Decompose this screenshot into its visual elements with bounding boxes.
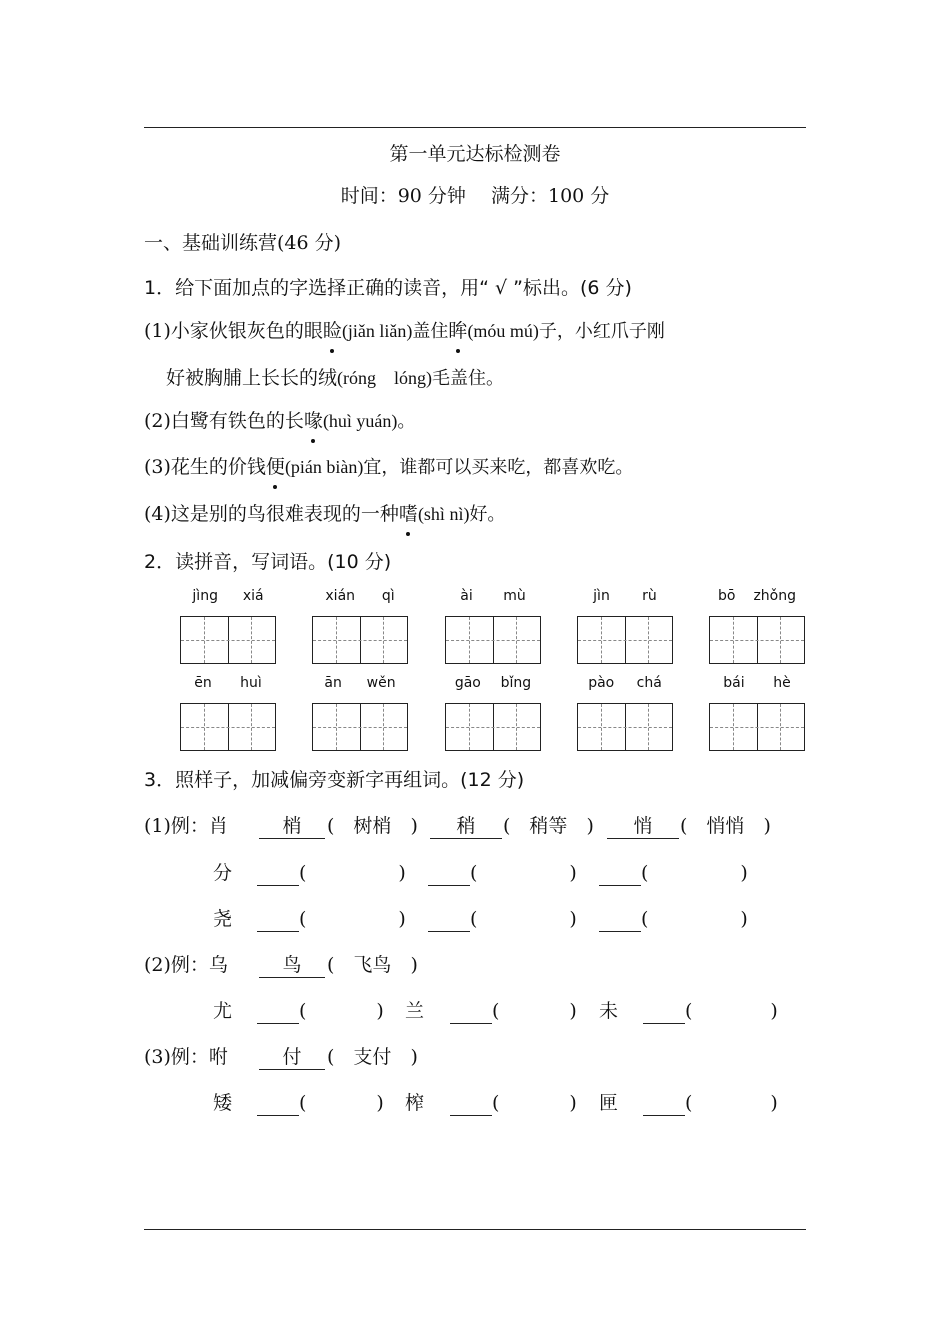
pinyin-syllable: xiá (242, 588, 264, 604)
bottom-rule (144, 1229, 806, 1230)
q3-ex1-paren-3: ( 悄悄 ) (680, 815, 771, 837)
pinyin-syllable: mù (503, 588, 526, 604)
pinyin-syllable: xián (325, 588, 356, 604)
q3-row-fen-char: 分 (213, 862, 233, 884)
q3-row3-char-2: 兰 (405, 1000, 425, 1022)
pinyin-label (709, 588, 805, 604)
pinyin-label (445, 675, 541, 691)
question-1-heading: 1．给下面加点的字选择正确的读音，用“ √ ”标出。(6 分) (144, 277, 632, 299)
pinyin-syllable: hè (773, 675, 791, 691)
q3-ex1-answer-1: 梢 (259, 814, 325, 839)
pinyin-syllable: huì (240, 675, 262, 691)
pinyin-syllable: bǐng (500, 675, 532, 691)
q3-row3-blank-3[interactable]: ( ) (643, 999, 778, 1024)
top-rule (144, 127, 806, 128)
q3-ex3-answer: 付 (259, 1045, 325, 1070)
pinyin-syllable: ēn (194, 675, 212, 691)
q3-row3-blank-1[interactable]: ( ) (257, 999, 384, 1024)
pinyin-syllable: ài (460, 588, 473, 604)
q3-ex2-paren: ( 飞鸟 ) (327, 954, 418, 976)
q3-ex1-label: (1)例：肖 (144, 815, 228, 837)
q1-item-4: (4)这是别的鸟很难表现的一种嗜(shì nì)好。 (144, 503, 506, 525)
q3-row3-char-3: 未 (599, 1000, 619, 1022)
pinyin-label (180, 588, 276, 604)
q3-row4-blank-1[interactable]: ( ) (257, 1091, 384, 1116)
exam-meta: 时间：90 分钟 满分：100 分 (340, 185, 610, 207)
q3-row-fen-blanks-3[interactable]: ( ) (599, 861, 748, 886)
pinyin-syllable: jìn (593, 588, 610, 604)
q1-item-1: (1)小家伙银灰色的眼睑(jiǎn liǎn)盖住眸(móu mú)子，小红爪子刚 (144, 320, 665, 342)
pinyin-label (577, 588, 673, 604)
writing-box[interactable] (577, 703, 673, 751)
q3-ex3-label: (3)例：咐 (144, 1046, 228, 1068)
pinyin-label (312, 675, 408, 691)
q3-row4-char-3: 匣 (599, 1092, 619, 1114)
q1-item-2: (2)白鹭有铁色的长喙(huì yuán)。 (144, 410, 416, 432)
q3-row-yao-blanks[interactable]: ( ) (257, 907, 406, 932)
writing-box[interactable] (312, 703, 408, 751)
pinyin-syllable: chá (636, 675, 662, 691)
pinyin-label (709, 675, 805, 691)
pinyin-label (180, 675, 276, 691)
q1-item-3: (3)花生的价钱便(pián biàn)宜，谁都可以买来吃，都喜欢吃。 (144, 456, 634, 478)
q3-row-yao-blanks-3[interactable]: ( ) (599, 907, 748, 932)
pinyin-label (445, 588, 541, 604)
q3-ex1-answer-3: 悄 (607, 814, 679, 839)
writing-box[interactable] (445, 703, 541, 751)
pinyin-syllable: bō (718, 588, 736, 604)
q3-ex1-answer-2: 稍 (430, 814, 502, 839)
pinyin-syllable: wěn (366, 675, 396, 691)
q3-row-yao-char: 尧 (213, 908, 233, 930)
q3-row4-blank-3[interactable]: ( ) (643, 1091, 778, 1116)
pinyin-syllable: qì (381, 588, 395, 604)
pinyin-label (312, 588, 408, 604)
pinyin-syllable: rù (642, 588, 657, 604)
q3-row4-char-2: 榨 (405, 1092, 425, 1114)
q3-row3-char-1: 尤 (213, 1000, 233, 1022)
writing-box[interactable] (180, 703, 276, 751)
q3-ex3-paren: ( 支付 ) (327, 1046, 418, 1068)
page-title: 第一单元达标检测卷 (389, 143, 561, 165)
question-3-heading: 3．照样子，加减偏旁变新字再组词。(12 分) (144, 769, 525, 791)
writing-box[interactable] (180, 616, 276, 664)
q3-row-fen-blanks[interactable]: ( ) (257, 861, 406, 886)
q1-item-1-cont: 好被胸脯上长长的绒(róng lóng)毛盖住。 (166, 367, 505, 389)
q3-row-yao-blanks-2[interactable]: ( ) (428, 907, 577, 932)
pinyin-syllable: pào (588, 675, 615, 691)
pinyin-syllable: bái (723, 675, 745, 691)
q3-row4-char-1: 矮 (213, 1092, 233, 1114)
pinyin-label (577, 675, 673, 691)
q3-row-fen-blanks-2[interactable]: ( ) (428, 861, 577, 886)
writing-box[interactable] (445, 616, 541, 664)
pinyin-syllable: jìng (192, 588, 218, 604)
question-2-heading: 2．读拼音，写词语。(10 分) (144, 551, 392, 573)
writing-box[interactable] (709, 703, 805, 751)
section-heading: 一、基础训练营(46 分) (144, 232, 342, 254)
writing-box[interactable] (312, 616, 408, 664)
q3-ex2-answer: 鸟 (259, 953, 325, 978)
writing-box[interactable] (709, 616, 805, 664)
q3-ex1-paren-2: ( 稍等 ) (503, 815, 594, 837)
q3-ex1-paren-1: ( 树梢 ) (327, 815, 418, 837)
pinyin-syllable: zhǒng (753, 588, 796, 604)
writing-box[interactable] (577, 616, 673, 664)
pinyin-syllable: ān (324, 675, 342, 691)
q3-row3-blank-2[interactable]: ( ) (450, 999, 577, 1024)
q3-ex2-label: (2)例：乌 (144, 954, 228, 976)
pinyin-syllable: gāo (454, 675, 481, 691)
q3-row4-blank-2[interactable]: ( ) (450, 1091, 577, 1116)
